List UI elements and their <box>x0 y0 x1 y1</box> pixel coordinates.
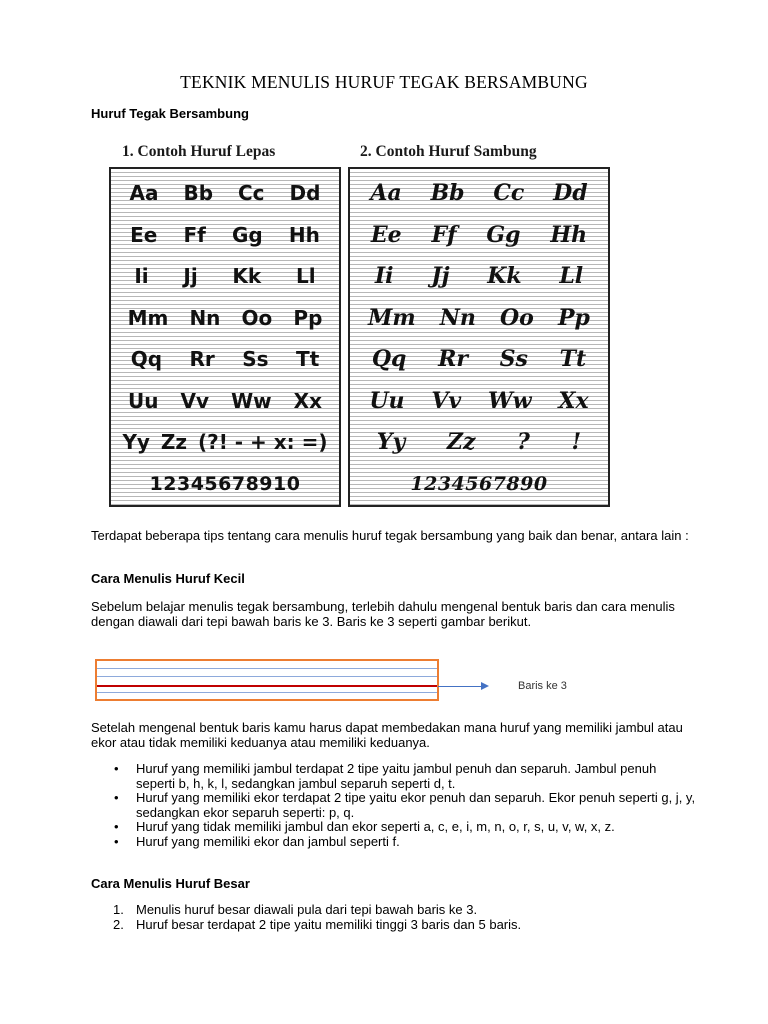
section-heading-lowercase: Cara Menulis Huruf Kecil <box>91 571 245 586</box>
cursive-letter-pair: Cc <box>493 180 525 206</box>
cursive-letter-pair: Ff <box>431 221 457 248</box>
cursive-letter-pair: Dd <box>553 180 588 206</box>
line-guide-figure <box>95 659 439 701</box>
cursive-letter-pair: Nn <box>439 304 476 331</box>
arrow-shaft <box>438 686 482 687</box>
section1-paragraph2: Setelah mengenal bentuk baris kamu harus dapat membedakan mana huruf yang memiliki jambul atau ekor atau tidak memiliki keduanya atau memiliki keduanya. <box>91 720 683 750</box>
separate-letter-row <box>111 464 339 504</box>
handwriting-example-figure <box>108 138 618 510</box>
cursive-letter-pair: 1234567890 <box>410 472 548 495</box>
separate-letter-pair: Yy <box>122 430 150 454</box>
list-item: 2. Huruf besar terdapat 2 tipe yaitu memiliki tinggi 3 baris dan 5 baris. <box>113 916 522 932</box>
cursive-letter-pair: Vv <box>431 387 462 414</box>
separate-letter-pair: Rr <box>189 347 215 371</box>
separate-letter-pair: Dd <box>289 181 321 205</box>
list-number: 2. <box>113 916 124 932</box>
section1-paragraph: Sebelum belajar menulis tegak bersambung, terlebih dahulu mengenal bentuk baris dan cara menulis dengan diawali dari tepi bawah baris ke 3. Baris ke 3 seperti gambar berikut. <box>91 599 675 629</box>
guide-line <box>97 676 437 677</box>
list-item: • Huruf yang memiliki ekor terdapat 2 tipe yaitu ekor penuh dan separuh. Ekor penuh seperti g, j, y, sedangkan ekor separuh seperti: p, q. <box>114 790 696 820</box>
cursive-letter-pair: Qq <box>371 346 407 372</box>
separate-letter-row <box>111 173 339 213</box>
cursive-letter-pair: Ii <box>374 263 394 289</box>
separate-letter-pair: 12345678910 <box>149 472 301 495</box>
separate-letters-panel <box>109 167 341 507</box>
list-item: • Huruf yang memiliki ekor dan jambul seperti f. <box>114 833 400 849</box>
cursive-letter-pair: Ll <box>559 263 584 289</box>
separate-letter-pair: Qq <box>130 347 163 371</box>
separate-letter-pair: Ss <box>242 347 269 371</box>
cursive-letter-pair: Bb <box>430 180 465 206</box>
separate-letter-pair: Vv <box>180 388 210 413</box>
cursive-letter-pair: ? <box>517 429 530 455</box>
separate-letter-pair: Cc <box>238 181 265 205</box>
cursive-letter-pair: Ee <box>370 221 402 248</box>
section-heading-uppercase: Cara Menulis Huruf Besar <box>91 876 250 891</box>
cursive-letter-pair: Ss <box>499 346 528 372</box>
cursive-letter-row <box>350 215 608 255</box>
separate-letter-pair: Kk <box>232 264 262 288</box>
cursive-letter-row <box>350 422 608 462</box>
separate-letter-pair: Ll <box>295 264 316 288</box>
subtitle: Huruf Tegak Bersambung <box>91 106 249 121</box>
cursive-letter-pair: Mm <box>368 304 416 331</box>
separate-letter-pair: Hh <box>288 222 320 247</box>
arrow-icon <box>481 682 489 690</box>
baseline-line-3 <box>97 685 437 687</box>
cursive-letter-row <box>350 298 608 338</box>
separate-letter-pair: Ff <box>183 222 206 247</box>
cursive-letter-pair: Kk <box>487 263 522 289</box>
separate-letter-pair: Oo <box>241 305 273 330</box>
cursive-letter-row <box>350 173 608 213</box>
cursive-letter-pair: Uu <box>369 387 405 414</box>
separate-letter-pair: Zz <box>160 430 188 454</box>
cursive-letter-row <box>350 339 608 379</box>
separate-letter-pair: (?! - + x: =) <box>197 430 328 454</box>
list-number: 1. <box>113 902 124 917</box>
separate-letter-row <box>111 422 339 462</box>
guide-line <box>97 692 437 693</box>
separate-letter-pair: Pp <box>293 305 323 330</box>
guide-line <box>97 668 437 669</box>
separate-letter-pair: Ee <box>130 222 158 247</box>
feature-bullet-list <box>114 761 696 849</box>
line-3-label: Baris ke 3 <box>518 680 567 692</box>
cursive-letter-pair: Aa <box>370 180 402 206</box>
separate-letter-pair: Tt <box>296 347 320 371</box>
cursive-letter-row <box>350 256 608 296</box>
right-panel-heading: 2. Contoh Huruf Sambung <box>360 143 537 160</box>
cursive-letter-pair: Jj <box>431 263 450 289</box>
separate-letter-row <box>111 215 339 255</box>
cursive-letter-pair: Xx <box>558 387 589 414</box>
cursive-letter-pair: Hh <box>550 221 588 248</box>
cursive-letter-pair: Yy <box>376 429 406 455</box>
cursive-letters-panel <box>348 167 610 507</box>
bullet-mark: • <box>114 819 119 834</box>
separate-letter-pair: Aa <box>129 181 159 205</box>
document-title: TEKNIK MENULIS HURUF TEGAK BERSAMBUNG <box>180 72 588 92</box>
separate-letter-pair: Ww <box>231 388 272 413</box>
separate-letter-row <box>111 256 339 296</box>
separate-letter-row <box>111 298 339 338</box>
separate-letter-pair: Gg <box>232 222 263 247</box>
cursive-letter-pair: Rr <box>438 346 468 372</box>
separate-letter-pair: Uu <box>128 388 159 413</box>
list-item: • Huruf yang memiliki jambul terdapat 2 tipe yaitu jambul penuh dan separuh. Jambul penuh seperti b, h, k, l, sedangkan jambul separuh seperti d, t. <box>114 761 657 791</box>
separate-letter-pair: Nn <box>189 305 221 330</box>
separate-letter-pair: Bb <box>183 181 214 205</box>
separate-letter-pair: Ii <box>134 264 149 288</box>
bullet-mark: • <box>114 761 119 776</box>
cursive-letter-pair: Ww <box>487 387 532 414</box>
cursive-letter-pair: Pp <box>557 304 590 331</box>
uppercase-rules-list <box>113 902 696 932</box>
left-panel-heading: 1. Contoh Huruf Lepas <box>122 143 276 160</box>
cursive-letter-pair: Tt <box>559 346 587 372</box>
cursive-letter-pair: Oo <box>500 304 534 331</box>
separate-letter-row <box>111 339 339 379</box>
separate-letter-pair: Jj <box>183 264 198 288</box>
cursive-letter-pair: ! <box>571 429 582 455</box>
bullet-mark: • <box>114 833 119 849</box>
cursive-letter-pair: Gg <box>486 221 521 248</box>
list-item: • Huruf yang tidak memiliki jambul dan ekor seperti a, c, e, i, m, n, o, r, s, u, v, w, x, z. <box>114 819 615 834</box>
separate-letter-pair: Xx <box>293 388 322 413</box>
cursive-letter-row <box>350 381 608 421</box>
cursive-letter-pair: Zz <box>446 429 476 455</box>
separate-letter-row <box>111 381 339 421</box>
separate-letter-pair: Mm <box>127 305 169 330</box>
list-item: 1. Menulis huruf besar diawali pula dari tepi bawah baris ke 3. <box>113 902 478 917</box>
cursive-letter-row <box>350 464 608 504</box>
bullet-mark: • <box>114 790 119 805</box>
intro-paragraph: Terdapat beberapa tips tentang cara menulis huruf tegak bersambung yang baik dan benar, antara lain : <box>91 528 689 543</box>
